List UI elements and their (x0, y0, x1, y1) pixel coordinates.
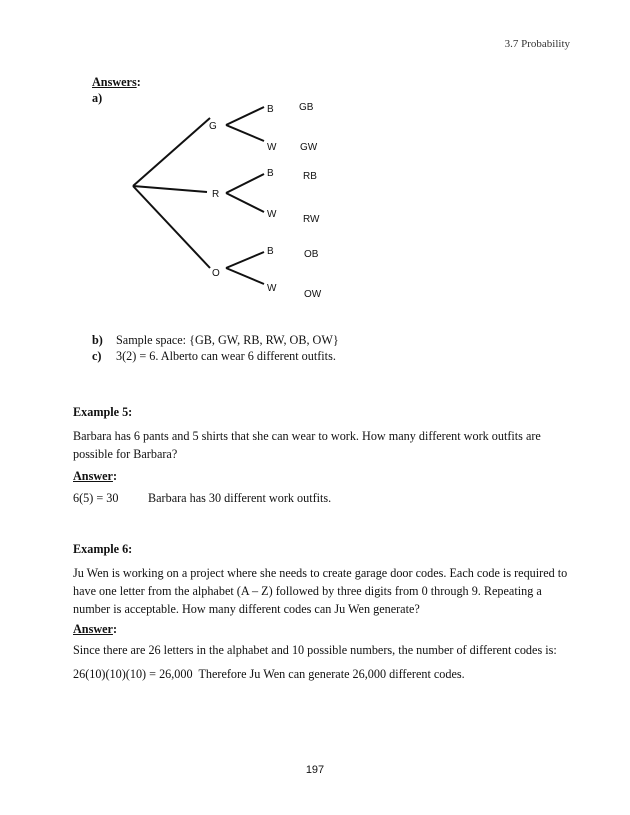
branch-root-r (133, 186, 207, 192)
node-g-b: B (267, 104, 274, 115)
node-o-b: B (267, 246, 274, 257)
example6-answer-heading (73, 620, 573, 638)
example5-answer-heading (73, 467, 573, 485)
node-o-w: W (267, 283, 277, 294)
outcome-rw: RW (303, 214, 320, 225)
example6-question: Ju Wen is working on a project where she needs to create garage door codes. Each code is required to have one letter from the alphabet (A – Z) followed by three digits from 0 through 9. Repeating a number is acceptable. How many different codes can Ju Wen generate? (73, 566, 568, 616)
part-b (92, 333, 339, 348)
branch-r-w (226, 193, 264, 212)
example6-explanation: Since there are 26 letters in the alphabet and 10 possible numbers, the number of different codes is: (73, 643, 557, 657)
example5-title: Example 5: (73, 405, 133, 419)
example6-title: Example 6: (73, 542, 133, 556)
node-o: O (212, 268, 220, 279)
example6-calc: 26(10)(10)(10) = 26,000 Therefore Ju Wen can generate 26,000 different codes. (73, 667, 465, 681)
outcome-gb: GB (299, 102, 314, 113)
section-header: 3.7 Probability (504, 38, 570, 50)
branch-root-o (133, 186, 210, 268)
branch-root-g (133, 118, 210, 186)
example5-result: Barbara has 30 different work outfits. (148, 491, 332, 505)
example5-answer-text: Answer (73, 469, 113, 483)
node-g: G (209, 121, 217, 132)
example5-calc: 6(5) = 30 (73, 491, 119, 505)
node-g-w: W (267, 142, 277, 153)
tree-diagram (0, 0, 630, 320)
part-c-text: 3(2) = 6. Alberto can wear 6 different outfits. (116, 349, 336, 363)
example6-answer-colon: : (112, 622, 118, 636)
node-r: R (212, 189, 220, 200)
part-b-text: Sample space: {GB, GW, RB, RW, OB, OW} (116, 333, 339, 347)
outcome-ob: OB (304, 249, 319, 260)
part-a-label: a) (92, 91, 103, 105)
part-c-marker: c) (92, 349, 102, 363)
example5-solution (73, 489, 573, 507)
example6-answer-text: Answer (73, 622, 113, 636)
branch-o-w (226, 268, 264, 284)
part-b-marker: b) (92, 333, 103, 347)
example5-question: Barbara has 6 pants and 5 shirts that she can wear to work. How many different work outfits are possible for Barbara? (73, 429, 541, 461)
node-r-b: B (267, 168, 274, 179)
outcome-ow: OW (304, 289, 322, 300)
page-number: 197 (305, 764, 325, 776)
outcome-rb: RB (303, 171, 317, 182)
answers-heading-colon: : (136, 75, 141, 89)
branch-o-b (226, 252, 264, 268)
branch-g-w (226, 125, 264, 141)
branch-r-b (226, 174, 264, 193)
node-r-w: W (267, 209, 277, 220)
part-c (92, 349, 336, 364)
answers-heading-text: Answers (92, 75, 137, 89)
outcome-gw: GW (300, 142, 318, 153)
example5-answer-colon: : (112, 469, 118, 483)
branch-g-b (226, 107, 264, 125)
